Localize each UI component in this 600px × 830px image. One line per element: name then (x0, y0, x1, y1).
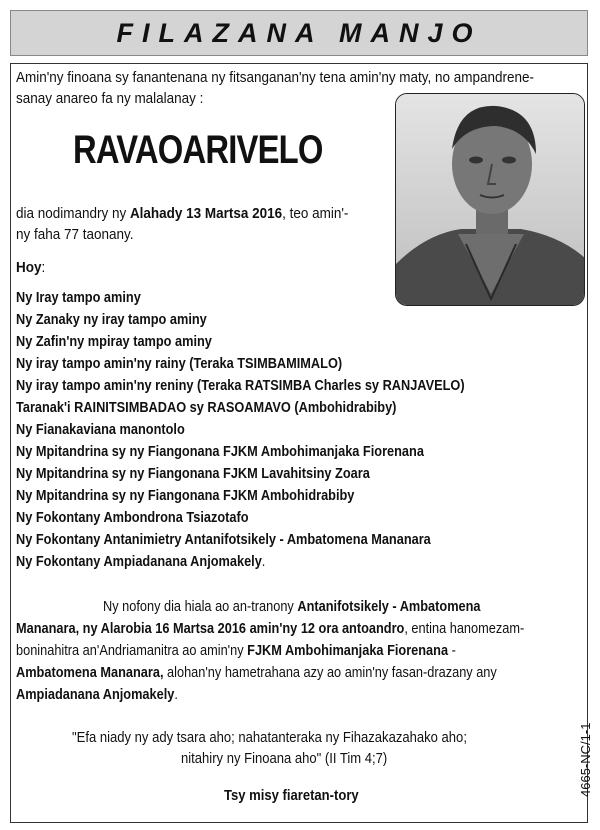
family-list-item: Ny iray tampo amin'ny rainy (Teraka TSIMBAMIMALO) (16, 356, 343, 372)
funeral-line-4: Ambatomena Mananara, alohan'ny hametrahana azy ao amin'ny fasan-drazany any (16, 665, 497, 681)
family-list-item: Ny Mpitandrina sy ny Fiangonana FJKM Lavahitsiny Zoara (16, 466, 370, 482)
family-list-item: Ny Fokontany Ambondrona Tsiazotafo (16, 510, 249, 526)
funeral-line-2: Mananara, ny Alarobia 16 Martsa 2016 amin'ny 12 ora antoandro, entina hanomezam- (16, 621, 525, 637)
funeral-line-1: Ny nofony dia hiala ao an-tranony Antanifotsikely - Ambatomena (103, 599, 481, 615)
family-list-item: Ny Zafin'ny mpiray tampo aminy (16, 334, 212, 350)
family-list-item: Ny Fokontany Antanimietry Antanifotsikely - Ambatomena Mananara (16, 532, 431, 548)
death-date: Alahady 13 Martsa 2016 (129, 206, 283, 222)
deceased-name: RAVAOARIVELO (73, 128, 323, 172)
funeral-line-5: Ampiadanana Anjomakely. (16, 687, 178, 703)
reference-code: 4665-NC/1-1 (578, 722, 593, 797)
death-notice-line-1: dia nodimandry ny Alahady 13 Martsa 2016, teo amin'- (16, 206, 349, 222)
family-list-item: Ny iray tampo amin'ny reniny (Teraka RATSIMBA Charles sy RANJAVELO) (16, 378, 465, 394)
family-list-item-last: Ny Fokontany Ampiadanana Anjomakely. (16, 554, 266, 570)
bible-quote-line-2: nitahiry ny Finoana aho" (II Tim 4;7) (181, 751, 388, 767)
family-list-item: Ny Mpitandrina sy ny Fiangonana FJKM Ambohimanjaka Fiorenana (16, 444, 424, 460)
intro-line-1: Amin'ny finoana sy fanantenana ny fitsanganan'ny tena amin'ny maty, no ampandrene- (16, 70, 534, 86)
family-list-item: Ny Iray tampo aminy (16, 290, 141, 306)
bible-quote-line-1: "Efa niady ny ady tsara aho; nahatanteraka ny Fihazakazahako aho; (72, 730, 467, 746)
family-list-item: Taranak'i RAINITSIMBADAO sy RASOAMAVO (Ambohidrabiby) (16, 400, 397, 416)
closing-line: Tsy misy fiaretan-tory (224, 788, 359, 804)
deceased-portrait (395, 93, 585, 306)
family-list-item: Ny Fianakaviana manontolo (16, 422, 185, 438)
death-notice-line-2: ny faha 77 taonany. (16, 227, 134, 243)
intro-line-2: sanay anareo fa ny malalanay : (16, 91, 204, 107)
family-list-item: Ny Mpitandrina sy ny Fiangonana FJKM Ambohidrabiby (16, 488, 355, 504)
hoy-label: Hoy: (16, 260, 46, 276)
funeral-line-3: boninahitra an'Andriamanitra ao amin'ny FJKM Ambohimanjaka Fiorenana - (16, 643, 456, 659)
notice-title: FILAZANA MANJO (116, 17, 482, 48)
family-list-item: Ny Zanaky ny iray tampo aminy (16, 312, 207, 328)
notice-header (10, 10, 588, 56)
